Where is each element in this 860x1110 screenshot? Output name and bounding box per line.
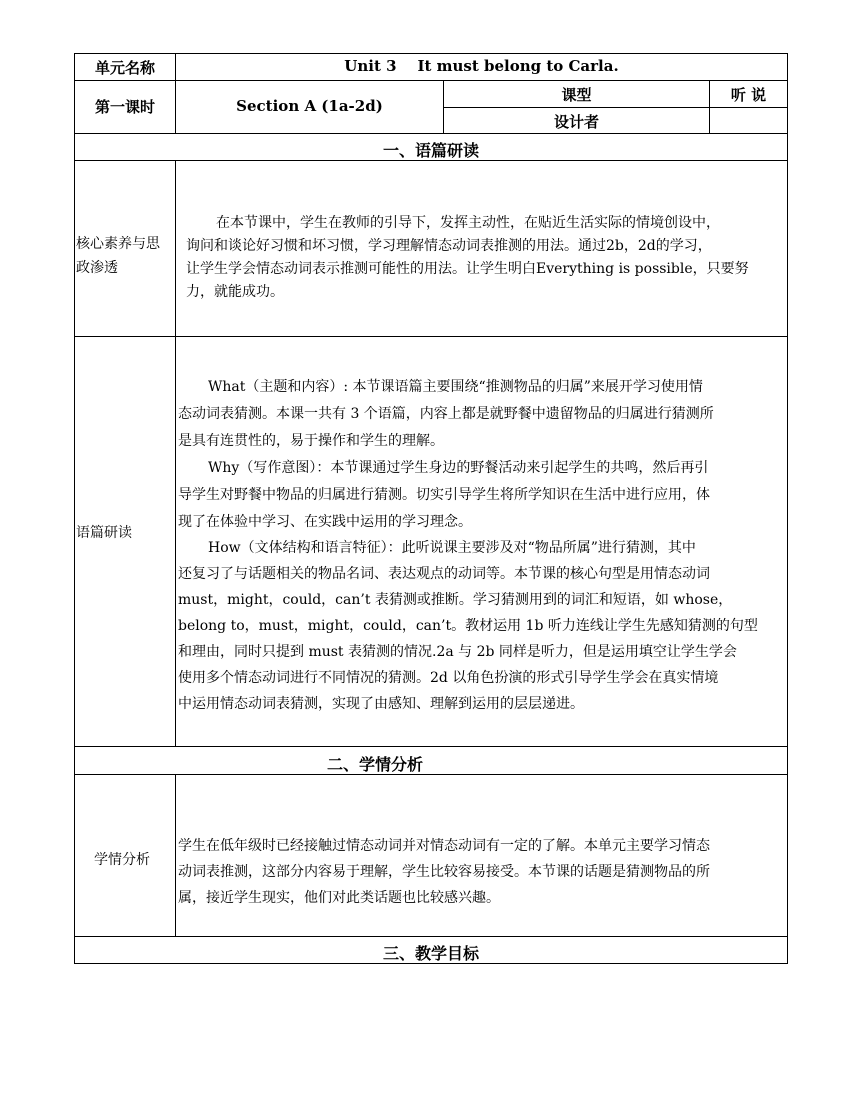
core-label-line-2: 政渗透 (76, 260, 118, 276)
core-line: 让学生学会情态动词表示推测可能性的用法。让学生明白Everything is possible，只要努 (186, 261, 749, 277)
reading-line: belong to，must，might，could，can’t。教材运用 1b 听力连线让学生先感知猜测的句型 (178, 618, 758, 634)
reading-line: How（文体结构和语言特征）：此听说课主要涉及对“物品所属”进行猜测，其中 (208, 540, 696, 556)
section-title: Section A (1a-2d) (236, 97, 383, 115)
reading-line: must，might，could，can’t 表猜测或推断。学习猜测用到的词汇和短语，如 whose， (178, 592, 733, 608)
learner-line: 动词表推测，这部分内容易于理解，学生比较容易接受。本节课的话题是猜测物品的所 (178, 864, 710, 880)
lesson-label: 第一课时 (94, 98, 155, 116)
reading-line: 还复习了与话题相关的物品名词、表达观点的动词等。本节课的核心句型是用情态动词 (178, 566, 710, 582)
reading-line: 使用多个情态动词进行不同情况的猜测。2d 以角色扮演的形式引导学生学会在真实情境 (178, 670, 719, 686)
reading-line: 导学生对野餐中物品的归属进行猜测。切实引导学生将所学知识在生活中进行应用，体 (178, 487, 710, 503)
section-heading-learner: 二、学情分析 (326, 755, 423, 774)
reading-line: 中运用情态动词表猜测，实现了由感知、理解到运用的层层递进。 (178, 696, 584, 712)
reading-line: 是具有连贯性的，易于操作和学生的理解。 (178, 433, 444, 449)
designer-label: 设计者 (553, 113, 599, 131)
reading-line: What（主题和内容）: 本节课语篇主要围绕“推测物品的归属”来展开学习使用情 (208, 379, 703, 395)
reading-label: 语篇研读 (76, 525, 132, 541)
learner-line: 学生在低年级时已经接触过情态动词并对情态动词有一定的了解。本单元主要学习情态 (178, 838, 710, 854)
unit-title: Unit 3 It must belong to Carla. (344, 57, 619, 75)
type-label: 课型 (561, 86, 592, 104)
section-heading-reading: 一、语篇研读 (382, 141, 479, 160)
reading-line: Why（写作意图）：本节课通过学生身边的野餐活动来引起学生的共鸣，然后再引 (208, 460, 709, 476)
core-line: 在本节课中，学生在教师的引导下，发挥主动性，在贴近生活实际的情境创设中， (216, 215, 720, 231)
core-line: 询问和谈论好习惯和坏习惯，学习理解情态动词表推测的用法。通过2b，2d的学习， (186, 238, 712, 254)
section-heading-objectives: 三、教学目标 (382, 944, 479, 963)
learner-label: 学情分析 (94, 852, 150, 868)
learner-line: 属，接近学生现实，他们对此类话题也比较感兴趣。 (178, 890, 500, 906)
reading-line: 和理由，同时只提到 must 表猜测的情况.2a 与 2b 同样是听力，但是运用填空让学生学会 (178, 644, 737, 660)
reading-line: 现了在体验中学习、在实践中运用的学习理念。 (178, 514, 472, 530)
core-line: 力，就能成功。 (186, 284, 284, 300)
reading-line: 态动词表猜测。本课一共有 3 个语篇，内容上都是就野餐中遗留物品的归属进行猜测所 (178, 406, 714, 422)
type-value: 听 说 (730, 86, 767, 104)
core-label-line-1: 核心素养与思 (76, 236, 160, 252)
unit-name-label: 单元名称 (94, 59, 155, 77)
